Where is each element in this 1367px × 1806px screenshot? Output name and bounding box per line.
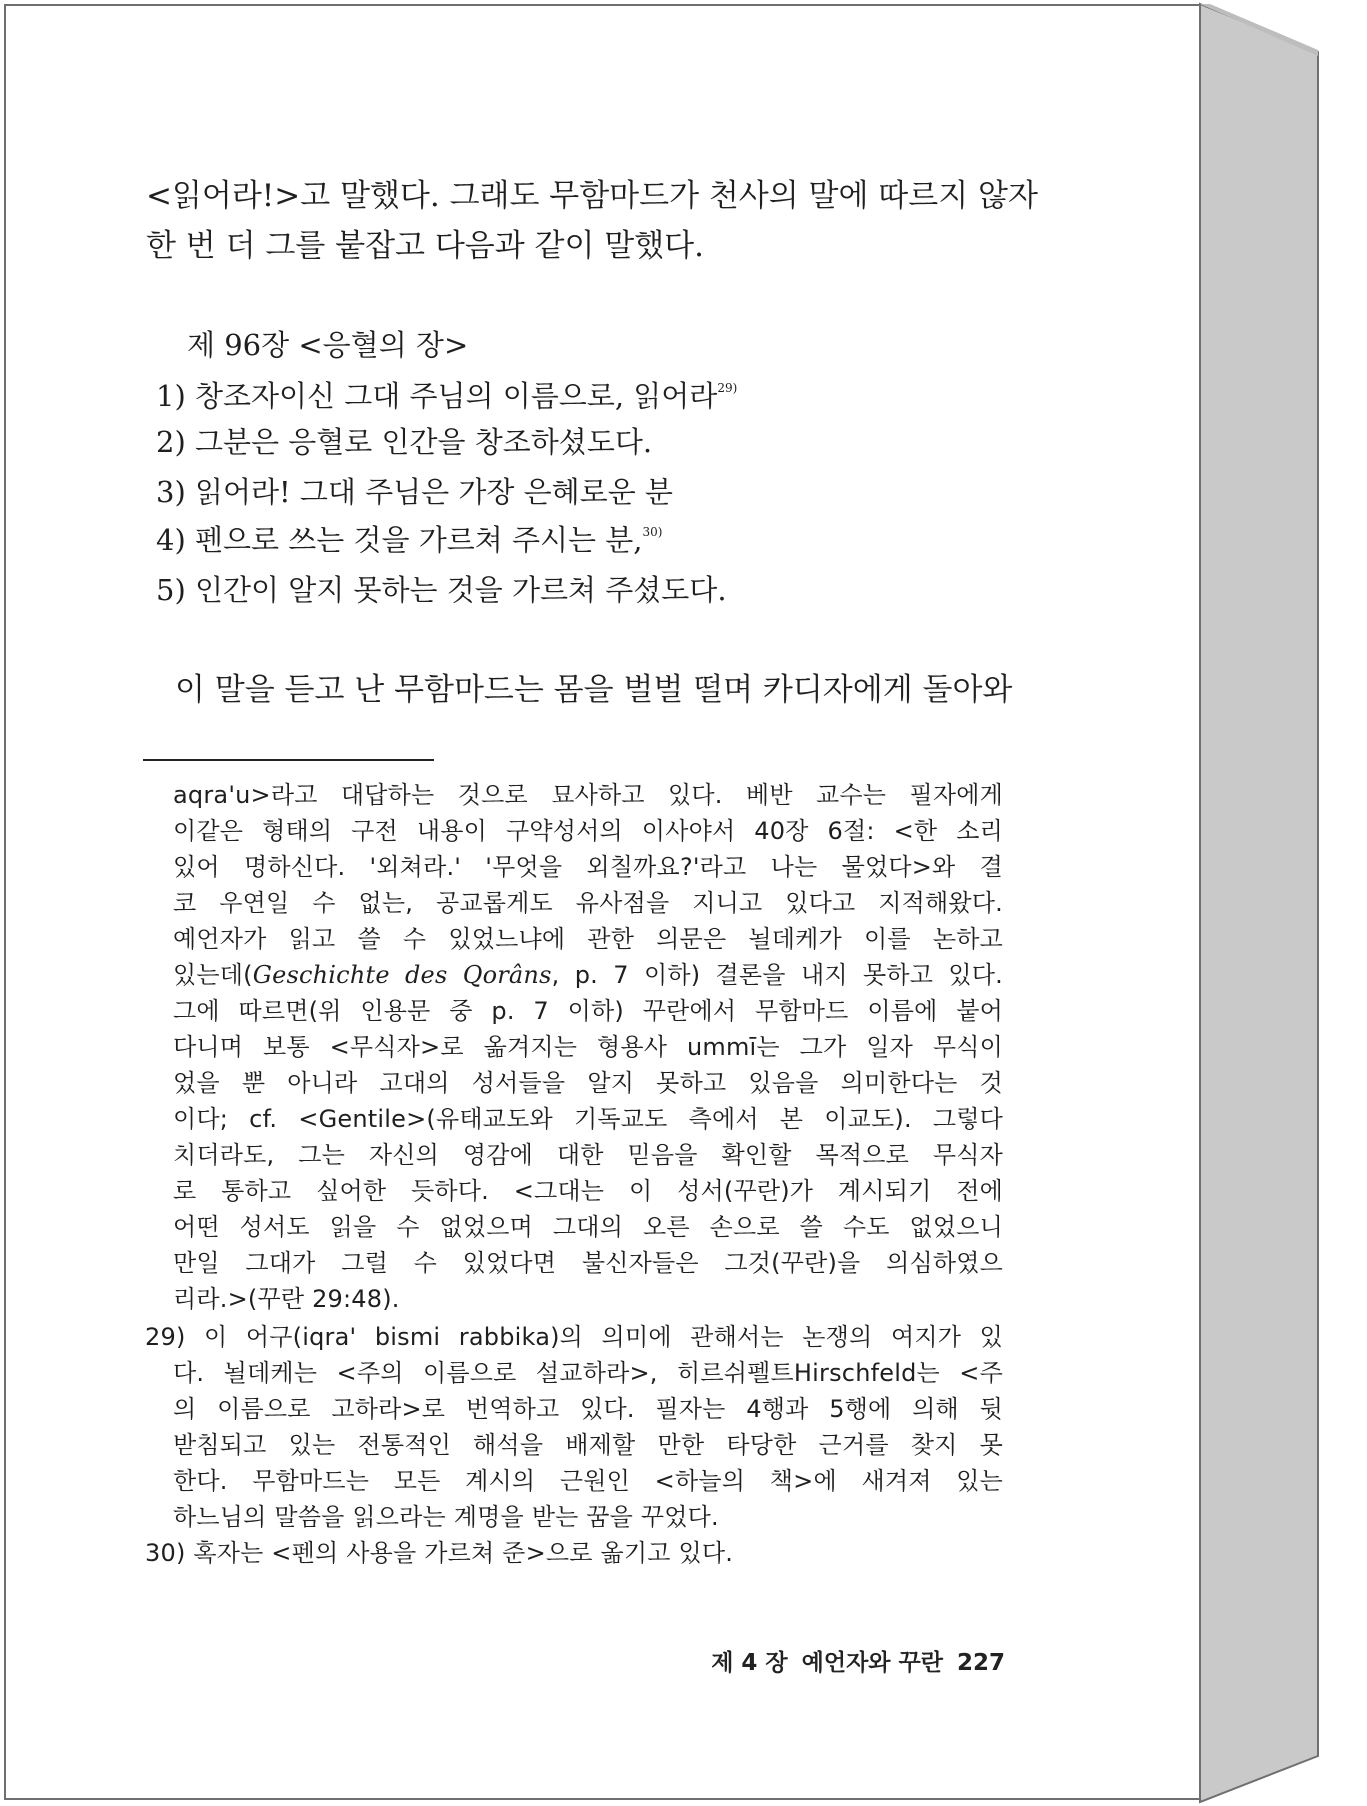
footnote-line: 다. 뇔데케는 <주의 이름으로 설교하라>, 히르쉬펠트Hirschfeld는 <주 [173,1359,1003,1387]
footnote-line: 로 통하고 싶어한 듯하다. <그대는 이 성서(꾸란)가 계시되기 전에 [173,1177,1003,1205]
footnote-ref: 30) [642,525,663,539]
footnote-separator [143,759,434,761]
verse-line [156,570,916,610]
footnote-line: 있어 명하신다. '외쳐라.' '무엇을 외칠까요?'라고 나는 물었다>와 결 [173,853,1003,881]
verse-text: 5) 인간이 알지 못하는 것을 가르쳐 주셨도다. [156,573,727,607]
page-number: 227 [956,1650,1005,1676]
footnote-line: 한다. 무함마드는 모든 계시의 근원인 <하늘의 책>에 새겨져 있는 [173,1467,1003,1495]
verse-line [156,422,916,462]
body-line: 한 번 더 그를 붙잡고 다음과 같이 말했다. [146,228,704,264]
footnote-line: 코 우연일 수 없는, 공교롭게도 유사점을 지니고 있다고 지적해왔다. [173,889,1003,917]
footnote-line: 의 이름으로 고하라>로 번역하고 있다. 필자는 4행과 5행에 의해 뒷 [173,1395,1003,1423]
footnote-line: 치더라도, 그는 자신의 영감에 대한 믿음을 확인할 목적으로 무식자 [173,1141,1003,1169]
verse-text: 2) 그분은 응혈로 인간을 창조하셨도다. [156,425,653,459]
verse-line [156,520,916,560]
footnote-line: 이다; cf. <Gentile>(유태교도와 기독교도 측에서 본 이교도). 그렇다 [173,1105,1003,1133]
running-title: 예언자와 꾸란 [801,1650,943,1676]
footnote-line: 이같은 형태의 구전 내용이 구약성서의 이사야서 40장 6절: <한 소리 [173,817,1003,845]
sura-heading: 제 96장 <응혈의 장> [187,328,469,362]
footnote-line: 리라.>(꾸란 29:48). [173,1285,400,1313]
footnote-line: 하느님의 말씀을 읽으라는 계명을 받는 꿈을 꾸었다. [173,1503,719,1531]
book-title: Geschichte des Qorâns [252,961,552,989]
footnote-line: 만일 그대가 그럴 수 있었다면 불신자들은 그것(꾸란)을 의심하였으 [173,1249,1003,1277]
footnote-line: 받침되고 있는 전통적인 해석을 배제할 만한 타당한 근거를 찾지 못 [173,1431,1003,1459]
footnote-line: 었을 뿐 아니라 고대의 성서들을 알지 못하고 있음을 의미한다는 것 [173,1069,1003,1097]
verse-text: 3) 읽어라! 그대 주님은 가장 은혜로운 분 [156,475,673,509]
footnote-text: , p. 7 이하) 결론을 내지 못하고 있다. [551,961,1003,989]
body-line: 이 말을 듣고 난 무함마드는 몸을 벌벌 떨며 카디자에게 돌아와 [175,672,1013,708]
verse-line [156,376,916,416]
verse-text: 4) 펜으로 쓰는 것을 가르쳐 주시는 분, [156,523,643,557]
body-line: <읽어라!>고 말했다. 그래도 무함마드가 천사의 말에 따르지 않자 [146,178,1038,214]
footnote-29-line: 29) 이 어구(iqra' bismi rabbika)의 의미에 관해서는 논쟁의 여지가 있 [145,1323,1003,1351]
footnote-30-line: 30) 혹자는 <펜의 사용을 가르쳐 준>으로 옮기고 있다. [145,1539,734,1567]
footnote-ref: 29) [717,381,738,395]
footnote-line: 그에 따르면(위 인용문 중 p. 7 이하) 꾸란에서 무함마드 이름에 붙어 [173,997,1003,1025]
footnote-line: aqra'u>라고 대답하는 것으로 묘사하고 있다. 베반 교수는 필자에게 [173,781,1003,809]
footnote-line [173,957,1003,993]
page-footer [700,1645,1005,1681]
footnote-line: 다니며 보통 <무식자>로 옮겨지는 형용사 ummī는 그가 일자 무식이 [173,1033,1003,1061]
footnote-line: 어떤 성서도 읽을 수 없었으며 그대의 오른 손으로 쓸 수도 없었으니 [173,1213,1003,1241]
verse-line [156,472,916,512]
verse-text: 1) 창조자이신 그대 주님의 이름으로, 읽어라 [156,379,718,413]
running-chapter: 제 4 장 [711,1650,788,1676]
footnote-line: 예언자가 읽고 쓸 수 있었느냐에 관한 의문은 뇔데케가 이를 논하고 [173,925,1003,953]
footnote-text: 있는데( [173,961,253,989]
